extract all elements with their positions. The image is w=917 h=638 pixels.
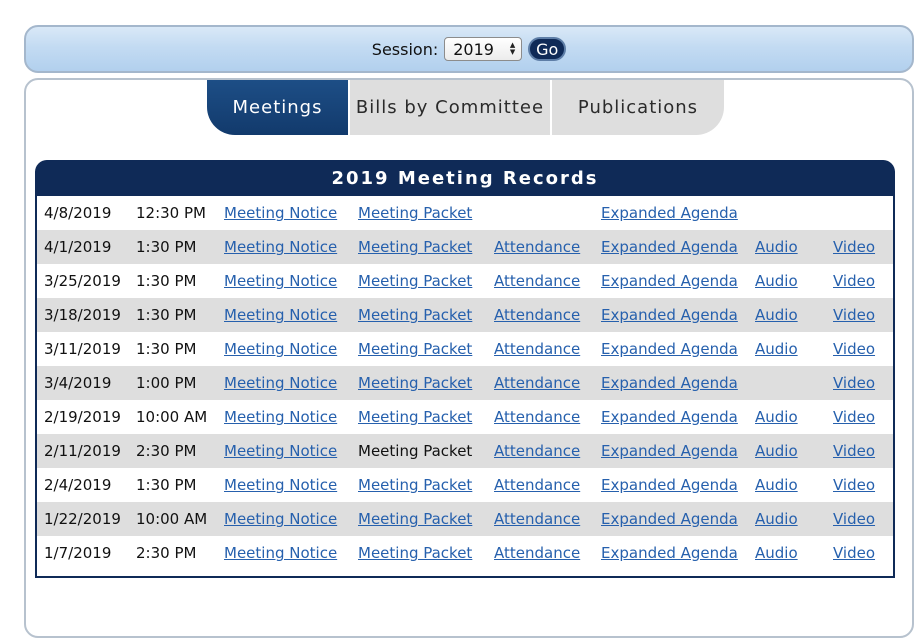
meeting-date: 2/11/2019 xyxy=(44,442,121,460)
meeting-date: 2/4/2019 xyxy=(44,476,112,494)
table-row xyxy=(37,502,893,536)
video-link[interactable]: Video xyxy=(833,442,876,460)
attendance-link[interactable]: Attendance xyxy=(494,408,581,426)
video-link[interactable]: Video xyxy=(833,306,876,324)
meeting-notice-link[interactable]: Meeting Notice xyxy=(224,510,338,528)
video-link[interactable]: Video xyxy=(833,544,876,562)
meeting-time: 1:30 PM xyxy=(136,238,197,256)
attendance-link[interactable]: Attendance xyxy=(494,510,581,528)
audio-link[interactable]: Audio xyxy=(755,306,798,324)
expanded-agenda-link[interactable]: Expanded Agenda xyxy=(601,510,738,528)
meeting-time: 10:00 AM xyxy=(136,408,208,426)
meeting-time: 2:30 PM xyxy=(136,544,197,562)
meeting-time: 1:30 PM xyxy=(136,272,197,290)
audio-link[interactable]: Audio xyxy=(755,476,798,494)
meeting-date: 4/8/2019 xyxy=(44,204,112,222)
tab-publications[interactable]: Publications xyxy=(550,80,724,135)
expanded-agenda-link[interactable]: Expanded Agenda xyxy=(601,272,738,290)
meeting-date: 2/19/2019 xyxy=(44,408,121,426)
table-row xyxy=(37,196,893,230)
session-select-value: 2019 xyxy=(453,39,494,59)
audio-link[interactable]: Audio xyxy=(755,408,798,426)
meeting-date: 3/25/2019 xyxy=(44,272,121,290)
session-bar xyxy=(24,25,914,73)
meeting-packet-link[interactable]: Meeting Packet xyxy=(358,374,473,392)
meeting-notice-link[interactable]: Meeting Notice xyxy=(224,204,338,222)
video-link[interactable]: Video xyxy=(833,476,876,494)
expanded-agenda-link[interactable]: Expanded Agenda xyxy=(601,238,738,256)
meeting-notice-link[interactable]: Meeting Notice xyxy=(224,476,338,494)
meeting-notice-link[interactable]: Meeting Notice xyxy=(224,408,338,426)
audio-link[interactable]: Audio xyxy=(755,510,798,528)
meeting-packet-link[interactable]: Meeting Packet xyxy=(358,306,473,324)
meeting-packet-link[interactable]: Meeting Packet xyxy=(358,544,473,562)
meeting-time: 1:30 PM xyxy=(136,476,197,494)
meeting-records-table xyxy=(35,160,895,578)
table-row xyxy=(37,332,893,366)
meeting-date: 4/1/2019 xyxy=(44,238,112,256)
meeting-packet-link[interactable]: Meeting Packet xyxy=(358,238,473,256)
meeting-date: 3/18/2019 xyxy=(44,306,121,324)
table-row xyxy=(37,230,893,264)
meeting-notice-link[interactable]: Meeting Notice xyxy=(224,306,338,324)
session-select[interactable] xyxy=(444,37,522,61)
tab-bills-by-committee[interactable]: Bills by Committee xyxy=(348,80,550,135)
attendance-link[interactable]: Attendance xyxy=(494,340,581,358)
meeting-date: 3/11/2019 xyxy=(44,340,121,358)
attendance-link[interactable]: Attendance xyxy=(494,442,581,460)
attendance-link[interactable]: Attendance xyxy=(494,238,581,256)
video-link[interactable]: Video xyxy=(833,374,876,392)
meeting-notice-link[interactable]: Meeting Notice xyxy=(224,374,338,392)
meeting-packet-link[interactable]: Meeting Packet xyxy=(358,340,473,358)
meeting-packet-link[interactable]: Meeting Packet xyxy=(358,204,473,222)
meeting-time: 2:30 PM xyxy=(136,442,197,460)
video-link[interactable]: Video xyxy=(833,408,876,426)
video-link[interactable]: Video xyxy=(833,340,876,358)
table-row xyxy=(37,264,893,298)
meeting-date: 1/22/2019 xyxy=(44,510,121,528)
records-rows xyxy=(37,196,893,576)
video-link[interactable]: Video xyxy=(833,272,876,290)
meeting-date: 1/7/2019 xyxy=(44,544,112,562)
table-row xyxy=(37,434,893,468)
audio-link[interactable]: Audio xyxy=(755,238,798,256)
meeting-notice-link[interactable]: Meeting Notice xyxy=(224,544,338,562)
meeting-notice-link[interactable]: Meeting Notice xyxy=(224,340,338,358)
attendance-link[interactable]: Attendance xyxy=(494,544,581,562)
expanded-agenda-link[interactable]: Expanded Agenda xyxy=(601,204,738,222)
tab-bar xyxy=(207,80,724,135)
audio-link[interactable]: Audio xyxy=(755,340,798,358)
meeting-packet-link[interactable]: Meeting Packet xyxy=(358,272,473,290)
tab-meetings[interactable]: Meetings xyxy=(207,80,348,135)
attendance-link[interactable]: Attendance xyxy=(494,306,581,324)
expanded-agenda-link[interactable]: Expanded Agenda xyxy=(601,408,738,426)
meeting-notice-link[interactable]: Meeting Notice xyxy=(224,442,338,460)
expanded-agenda-link[interactable]: Expanded Agenda xyxy=(601,476,738,494)
attendance-link[interactable]: Attendance xyxy=(494,272,581,290)
meeting-packet-link[interactable]: Meeting Packet xyxy=(358,408,473,426)
meeting-time: 1:30 PM xyxy=(136,340,197,358)
expanded-agenda-link[interactable]: Expanded Agenda xyxy=(601,340,738,358)
meeting-packet-text: Meeting Packet xyxy=(358,442,473,460)
meeting-time: 1:30 PM xyxy=(136,306,197,324)
table-row xyxy=(37,366,893,400)
go-button[interactable]: Go xyxy=(528,37,566,61)
meeting-time: 12:30 PM xyxy=(136,204,206,222)
video-link[interactable]: Video xyxy=(833,238,876,256)
expanded-agenda-link[interactable]: Expanded Agenda xyxy=(601,442,738,460)
meeting-packet-link[interactable]: Meeting Packet xyxy=(358,476,473,494)
video-link[interactable]: Video xyxy=(833,510,876,528)
session-label: Session: xyxy=(371,39,439,59)
audio-link[interactable]: Audio xyxy=(755,544,798,562)
meeting-notice-link[interactable]: Meeting Notice xyxy=(224,238,338,256)
meeting-notice-link[interactable]: Meeting Notice xyxy=(224,272,338,290)
attendance-link[interactable]: Attendance xyxy=(494,374,581,392)
expanded-agenda-link[interactable]: Expanded Agenda xyxy=(601,544,738,562)
audio-link[interactable]: Audio xyxy=(755,442,798,460)
table-row xyxy=(37,468,893,502)
expanded-agenda-link[interactable]: Expanded Agenda xyxy=(601,374,738,392)
audio-link[interactable]: Audio xyxy=(755,272,798,290)
meeting-packet-link[interactable]: Meeting Packet xyxy=(358,510,473,528)
table-row xyxy=(37,400,893,434)
expanded-agenda-link[interactable]: Expanded Agenda xyxy=(601,306,738,324)
meeting-time: 10:00 AM xyxy=(136,510,208,528)
meeting-date: 3/4/2019 xyxy=(44,374,112,392)
records-title: 2019 Meeting Records xyxy=(35,160,895,196)
select-arrows-icon: ▲ ▼ xyxy=(509,41,516,56)
table-row xyxy=(37,536,893,570)
attendance-link[interactable]: Attendance xyxy=(494,476,581,494)
meeting-time: 1:00 PM xyxy=(136,374,197,392)
table-row xyxy=(37,298,893,332)
